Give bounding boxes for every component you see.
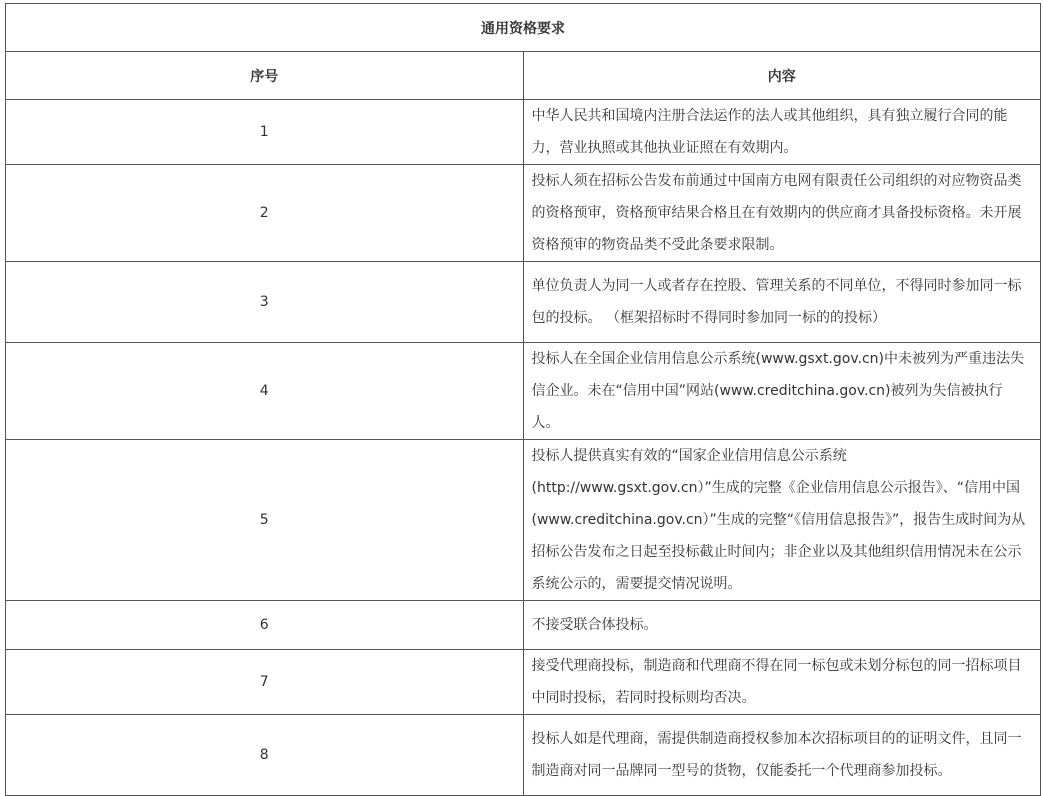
table-row [6, 100, 1041, 165]
row-content: 投标人如是代理商，需提供制造商授权参加本次招标项目的的证明文件，且同一制造商对同一品牌同一型号的货物，仅能委托一个代理商参加投标。 [523, 715, 1041, 796]
header-content: 内容 [523, 52, 1041, 100]
header-number: 序号 [6, 52, 524, 100]
row-content: 投标人在全国企业信用信息公示系统(www.gsxt.gov.cn)中未被列为严重违法失信企业。未在“信用中国”网站(www.creditchina.gov.cn)被列为失信被执行人。 [523, 343, 1041, 440]
row-number: 8 [6, 715, 524, 796]
row-number: 4 [6, 343, 524, 440]
row-content: 中华人民共和国境内注册合法运作的法人或其他组织，具有独立履行合同的能力，营业执照或其他执业证照在有效期内。 [523, 100, 1041, 165]
row-content: 单位负责人为同一人或者存在控股、管理关系的不同单位，不得同时参加同一标包的投标。 （框架招标时不得同时参加同一标的的投标） [523, 262, 1041, 343]
row-content: 接受代理商投标，制造商和代理商不得在同一标包或未划分标包的同一招标项目中同时投标，若同时投标则均否决。 [523, 650, 1041, 715]
qualification-requirements-table [5, 3, 1041, 796]
table-row [6, 165, 1041, 262]
table-row [6, 440, 1041, 601]
row-number: 7 [6, 650, 524, 715]
row-number: 5 [6, 440, 524, 601]
row-content: 投标人提供真实有效的“国家企业信用信息公示系统(http://www.gsxt.gov.cn）”生成的完整《企业信用信息公示报告》、“信用中国(www.creditchina.gov.cn）”生成的完整“《信用信息报告》”，报告生成时间为从招标公告发布之日起至投标截止时间内；非企业以及其他组织信用情况未在公示系统公示的，需要提交情况说明。 [523, 440, 1041, 601]
row-content: 不接受联合体投标。 [523, 601, 1041, 650]
table-row [6, 715, 1041, 796]
row-number: 2 [6, 165, 524, 262]
table-row [6, 262, 1041, 343]
row-number: 1 [6, 100, 524, 165]
row-number: 3 [6, 262, 524, 343]
row-number: 6 [6, 601, 524, 650]
table-row [6, 650, 1041, 715]
table-row [6, 601, 1041, 650]
table-row [6, 343, 1041, 440]
row-content: 投标人须在招标公告发布前通过中国南方电网有限责任公司组织的对应物资品类的资格预审，资格预审结果合格且在有效期内的供应商才具备投标资格。未开展资格预审的物资品类不受此条要求限制。 [523, 165, 1041, 262]
table-title: 通用资格要求 [6, 4, 1041, 52]
